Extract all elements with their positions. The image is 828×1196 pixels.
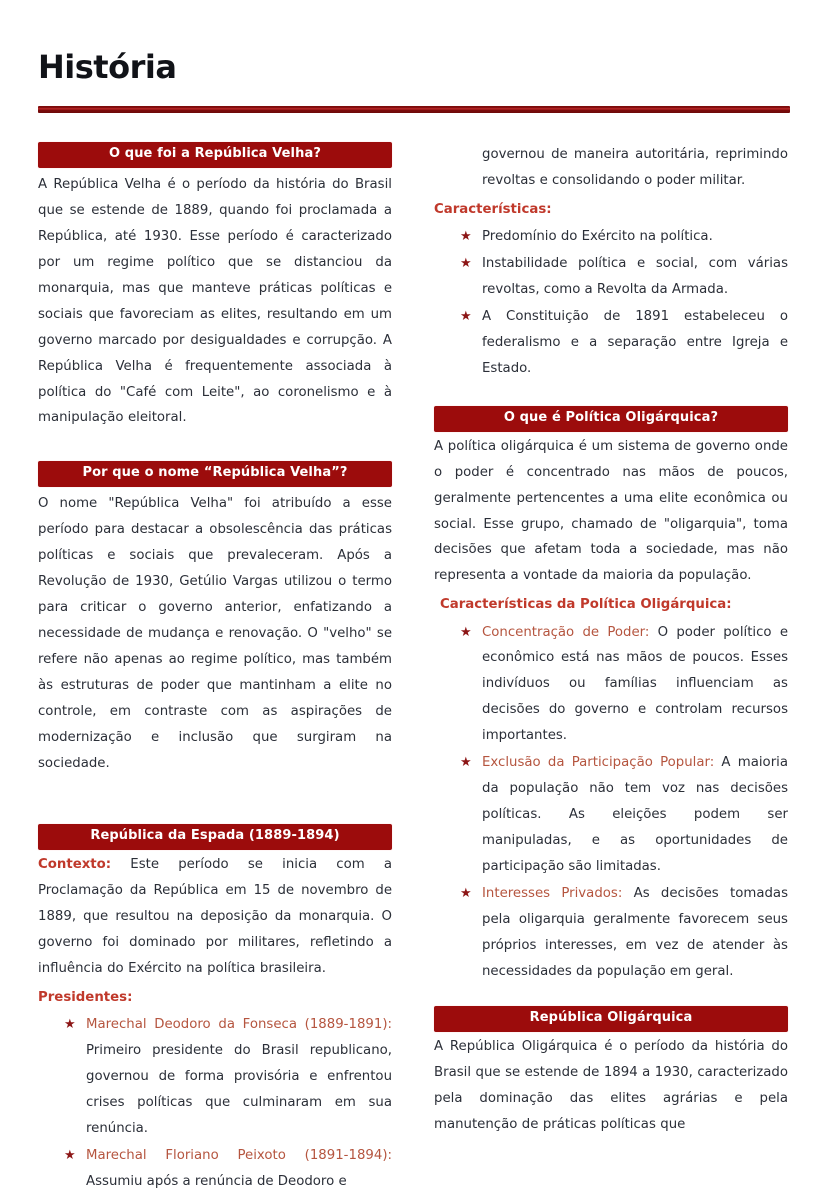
list-item-text: Primeiro presidente do Brasil republicano, governou de forma provisória e enfrentou crises políticas que culminaram em sua renúncia. <box>86 1043 392 1136</box>
list-item-text: Predomínio do Exército na política. <box>482 229 713 245</box>
list-item <box>434 750 788 880</box>
title-divider <box>38 106 790 113</box>
list-item <box>38 1012 392 1142</box>
star-icon: ★ <box>460 309 472 325</box>
list-item <box>434 224 788 250</box>
list-item <box>434 304 788 382</box>
star-icon: ★ <box>460 624 472 640</box>
list-item-lead: Marechal Deodoro da Fonseca (1889-1891): <box>86 1017 392 1033</box>
list-item-text: Assumiu após a renúncia de Deodoro e <box>86 1173 347 1189</box>
list-item-text: As decisões tomadas pela oligarquia geralmente favorecem seus próprios interesses, em vez de atender às necessidades da população em geral. <box>482 885 788 979</box>
star-icon: ★ <box>64 1017 76 1033</box>
section-paragraph-republica-velha: A República Velha é o período da história do Brasil que se estende de 1889, quando foi proclamada a República, até 1930. Esse período é caracterizado por um regime político que se distanciou da monarquia, mas que manteve práticas políticas e sociais que favoreciam as elites, resultando em um governo marcado por desigualdades e corrupção. A República Velha é frequentemente associada à política do "Café com Leite", ao coronelismo e à manipulação eleitoral. <box>38 177 392 426</box>
section-header-por-que-o-nome: Por que o nome “República Velha”? <box>38 461 392 487</box>
left-column <box>38 142 392 1195</box>
list-item-lead: Interesses Privados: <box>482 885 623 901</box>
list-item <box>434 620 788 750</box>
sub-heading-presidentes: Presidentes: <box>38 989 133 1005</box>
list-item-lead: Concentração de Poder: <box>482 624 650 640</box>
continuation-paragraph: governou de maneira autoritária, reprimindo revoltas e consolidando o poder militar. <box>482 147 788 189</box>
sub-heading-caracteristicas-oligarquica: Características da Política Oligárquica: <box>440 597 732 613</box>
list-item-text: A maioria da população não tem voz nas decisões políticas. As eleições podem ser manipuladas, e as oportunidades de participação são limitadas. <box>482 755 788 874</box>
list-caracteristicas-oligarquica <box>434 620 788 985</box>
list-item-text: Instabilidade política e social, com várias revoltas, como a Revolta da Armada. <box>482 256 788 298</box>
list-item-text: O poder político e econômico está nas mãos de poucos. Esses indivíduos ou famílias influenciam as decisões do governo e controlam recursos importantes. <box>482 624 788 744</box>
section-paragraph-republica-oligarquica: A República Oligárquica é o período da história do Brasil que se estende de 1894 a 1930, caracterizado pela dominação das elites agrárias e pela manutenção de práticas políticas que <box>434 1039 788 1133</box>
list-item-lead: Marechal Floriano Peixoto (1891-1894): <box>86 1147 392 1163</box>
right-column <box>434 142 788 1195</box>
paragraph-text: Este período se inicia com a Proclamação da República em 15 de novembro de 1889, que resultou na deposição da monarquia. O governo foi dominado por militares, refletindo a influência do Exército na política brasileira. <box>38 857 392 977</box>
page-title: História <box>38 48 177 86</box>
star-icon: ★ <box>64 1147 76 1163</box>
list-caracteristicas <box>434 224 788 382</box>
section-header-politica-oligarquica: O que é Política Oligárquica? <box>434 406 788 432</box>
list-item <box>434 251 788 303</box>
two-column-layout <box>38 142 790 1195</box>
section-paragraph-republica-da-espada <box>38 852 392 982</box>
list-item <box>434 881 788 985</box>
list-item-text: A Constituição de 1891 estabeleceu o federalismo e a separação entre Igreja e Estado. <box>482 309 788 376</box>
sub-heading-caracteristicas: Características: <box>434 202 552 218</box>
lead-label-contexto: Contexto: <box>38 857 112 873</box>
star-icon: ★ <box>460 755 472 771</box>
star-icon: ★ <box>460 229 472 245</box>
section-header-republica-velha: O que foi a República Velha? <box>38 142 392 168</box>
star-icon: ★ <box>460 885 472 901</box>
section-header-republica-da-espada: República da Espada (1889-1894) <box>38 824 392 850</box>
section-paragraph-politica-oligarquica: A política oligárquica é um sistema de governo onde o poder é concentrado nas mãos de poucos, geralmente pertencentes a uma elite econômica ou social. Esse grupo, chamado de "oligarquia", toma decisões que afetam toda a sociedade, mas não representa a vontade da maioria da população. <box>434 438 788 584</box>
section-header-republica-oligarquica: República Oligárquica <box>434 1006 788 1032</box>
list-item-lead: Exclusão da Participação Popular: <box>482 755 715 771</box>
section-paragraph-por-que-o-nome: O nome "República Velha" foi atribuído a esse período para destacar a obsolescência das práticas políticas e sociais que prevaleceram. Após a Revolução de 1930, Getúlio Vargas utilizou o termo para criticar o governo anterior, enfatizando a necessidade de mudança e renovação. O "velho" se refere não apenas ao regime político, mas também às estruturas de poder que mantinham a elite no controle, em contraste com as aspirações de modernização e inclusão que surgiram na sociedade. <box>38 496 392 771</box>
list-presidentes <box>38 1012 392 1194</box>
star-icon: ★ <box>460 256 472 272</box>
